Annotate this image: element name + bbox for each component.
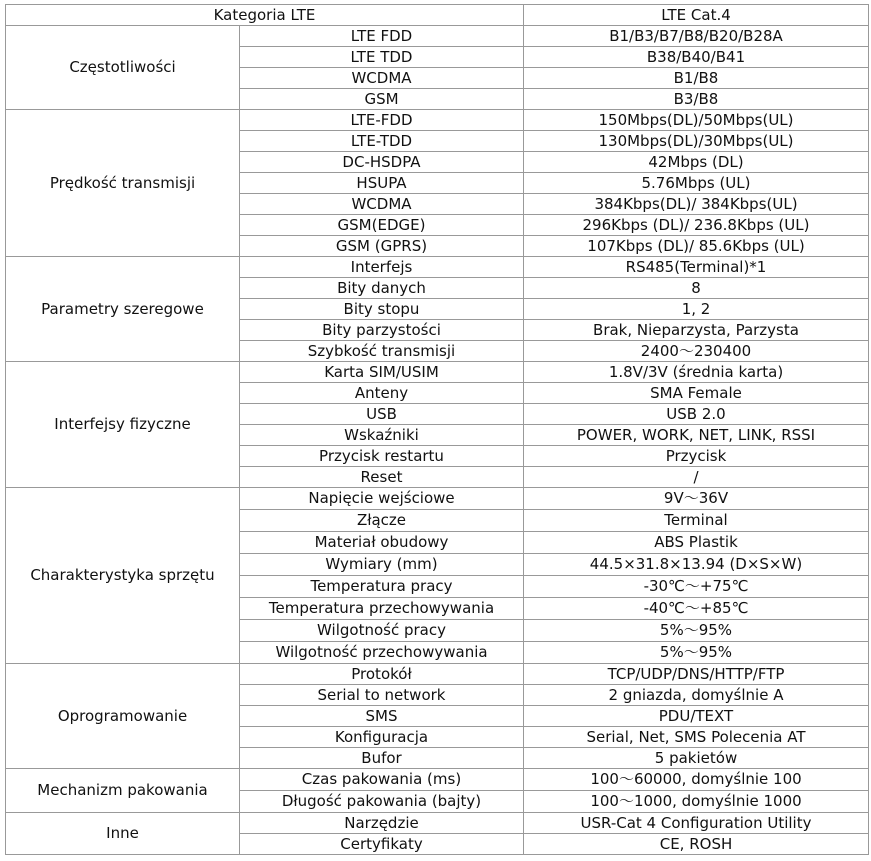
group-name: Mechanizm pakowania	[6, 769, 240, 813]
param-value: 2 gniazda, domyślnie A	[524, 685, 869, 706]
param-label: Interfejs	[240, 257, 524, 278]
spec-table-body	[6, 5, 869, 855]
param-value: 100～60000, domyślnie 100	[524, 769, 869, 791]
param-label: Bufor	[240, 748, 524, 769]
param-value: SMA Female	[524, 383, 869, 404]
param-value: 5%～95%	[524, 620, 869, 642]
group-name: Oprogramowanie	[6, 664, 240, 769]
param-value: USR-Cat 4 Configuration Utility	[524, 813, 869, 834]
group-name: Interfejsy fizyczne	[6, 362, 240, 488]
table-row	[6, 813, 869, 834]
param-label: Bity danych	[240, 278, 524, 299]
param-label: Przycisk restartu	[240, 446, 524, 467]
group-name: Prędkość transmisji	[6, 110, 240, 257]
param-value: 9V～36V	[524, 488, 869, 510]
group-name: Częstotliwości	[6, 26, 240, 110]
header-label: Kategoria LTE	[6, 5, 524, 26]
header-row	[6, 5, 869, 26]
param-value: 2400～230400	[524, 341, 869, 362]
param-label: Wilgotność pracy	[240, 620, 524, 642]
param-label: Karta SIM/USIM	[240, 362, 524, 383]
param-value: -30℃～+75℃	[524, 576, 869, 598]
param-label: Czas pakowania (ms)	[240, 769, 524, 791]
param-value: /	[524, 467, 869, 488]
param-value: 107Kbps (DL)/ 85.6Kbps (UL)	[524, 236, 869, 257]
table-row	[6, 257, 869, 278]
param-label: Bity stopu	[240, 299, 524, 320]
param-label: Serial to network	[240, 685, 524, 706]
param-value: RS485(Terminal)*1	[524, 257, 869, 278]
param-label: GSM(EDGE)	[240, 215, 524, 236]
param-label: HSUPA	[240, 173, 524, 194]
param-label: DC-HSDPA	[240, 152, 524, 173]
param-value: USB 2.0	[524, 404, 869, 425]
param-label: LTE-TDD	[240, 131, 524, 152]
param-label: Bity parzystości	[240, 320, 524, 341]
param-value: CE, ROSH	[524, 834, 869, 855]
param-label: WCDMA	[240, 194, 524, 215]
table-row	[6, 769, 869, 791]
param-label: Napięcie wejściowe	[240, 488, 524, 510]
param-value: 8	[524, 278, 869, 299]
param-value: B3/B8	[524, 89, 869, 110]
param-value: 5.76Mbps (UL)	[524, 173, 869, 194]
param-label: Temperatura przechowywania	[240, 598, 524, 620]
table-row	[6, 26, 869, 47]
group-name: Parametry szeregowe	[6, 257, 240, 362]
param-value: B1/B8	[524, 68, 869, 89]
param-value: 5 pakietów	[524, 748, 869, 769]
param-label: Protokół	[240, 664, 524, 685]
param-label: Reset	[240, 467, 524, 488]
table-row	[6, 362, 869, 383]
param-label: Wymiary (mm)	[240, 554, 524, 576]
header-value: LTE Cat.4	[524, 5, 869, 26]
param-value: B1/B3/B7/B8/B20/B28A	[524, 26, 869, 47]
param-label: Wilgotność przechowywania	[240, 642, 524, 664]
param-value: TCP/UDP/DNS/HTTP/FTP	[524, 664, 869, 685]
param-label: Anteny	[240, 383, 524, 404]
param-label: Długość pakowania (bajty)	[240, 791, 524, 813]
param-label: GSM	[240, 89, 524, 110]
param-label: LTE FDD	[240, 26, 524, 47]
param-label: LTE-FDD	[240, 110, 524, 131]
param-value: 130Mbps(DL)/30Mbps(UL)	[524, 131, 869, 152]
param-value: 44.5×31.8×13.94 (D×S×W)	[524, 554, 869, 576]
param-label: Złącze	[240, 510, 524, 532]
param-value: 100～1000, domyślnie 1000	[524, 791, 869, 813]
param-label: SMS	[240, 706, 524, 727]
param-value: PDU/TEXT	[524, 706, 869, 727]
group-name: Inne	[6, 813, 240, 855]
param-value: 42Mbps (DL)	[524, 152, 869, 173]
param-value: Terminal	[524, 510, 869, 532]
table-row	[6, 664, 869, 685]
param-label: Szybkość transmisji	[240, 341, 524, 362]
param-value: Przycisk	[524, 446, 869, 467]
param-value: Serial, Net, SMS Polecenia AT	[524, 727, 869, 748]
param-value: Brak, Nieparzysta, Parzysta	[524, 320, 869, 341]
param-value: 384Kbps(DL)/ 384Kbps(UL)	[524, 194, 869, 215]
spec-table-container	[5, 4, 869, 855]
param-value: POWER, WORK, NET, LINK, RSSI	[524, 425, 869, 446]
param-value: B38/B40/B41	[524, 47, 869, 68]
spec-table	[5, 4, 869, 855]
table-row	[6, 110, 869, 131]
param-label: Certyfikaty	[240, 834, 524, 855]
param-label: WCDMA	[240, 68, 524, 89]
param-label: GSM (GPRS)	[240, 236, 524, 257]
param-value: -40℃～+85℃	[524, 598, 869, 620]
param-value: 5%～95%	[524, 642, 869, 664]
param-label: LTE TDD	[240, 47, 524, 68]
param-value: 1, 2	[524, 299, 869, 320]
param-label: Wskaźniki	[240, 425, 524, 446]
param-value: ABS Plastik	[524, 532, 869, 554]
param-label: Temperatura pracy	[240, 576, 524, 598]
param-value: 150Mbps(DL)/50Mbps(UL)	[524, 110, 869, 131]
param-label: USB	[240, 404, 524, 425]
group-name: Charakterystyka sprzętu	[6, 488, 240, 664]
param-label: Konfiguracja	[240, 727, 524, 748]
param-value: 1.8V/3V (średnia karta)	[524, 362, 869, 383]
param-label: Materiał obudowy	[240, 532, 524, 554]
param-value: 296Kbps (DL)/ 236.8Kbps (UL)	[524, 215, 869, 236]
table-row	[6, 488, 869, 510]
param-label: Narzędzie	[240, 813, 524, 834]
